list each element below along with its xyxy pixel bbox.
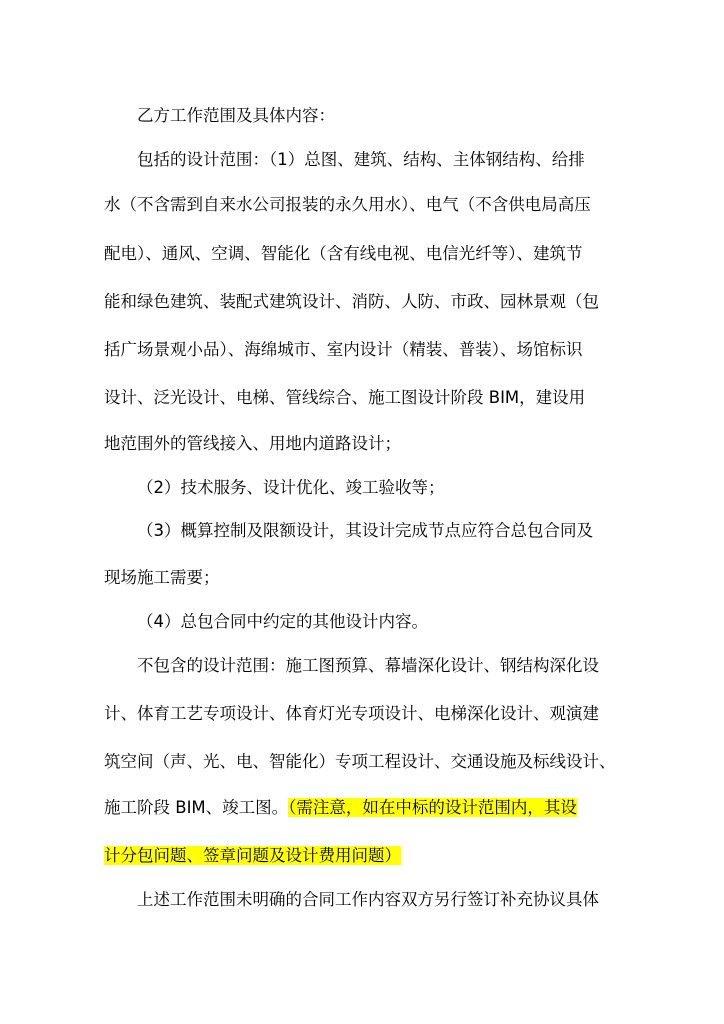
- highlighted-note: 计分包问题、签章问题及设计费用问题）: [104, 846, 401, 865]
- paragraph-line: [104, 845, 401, 867]
- paragraph-line: 筑空间（声、光、电、智能化）专项工程设计、交通设施及标线设计、: [104, 752, 616, 771]
- paragraph-line: 包括的设计范围：（1）总图、建筑、结构、主体钢结构、给排: [137, 150, 585, 169]
- paragraph-line: 设计、泛光设计、电梯、管线综合、施工图设计阶段 BIM，建设用: [104, 388, 586, 407]
- paragraph-line: 计、体育工艺专项设计、体育灯光专项设计、电梯深化设计、观演建: [104, 704, 599, 723]
- highlighted-note: （需注意，如在中标的设计范围内，其设: [288, 798, 577, 817]
- paragraph-line: （3）概算控制及限额设计，其设计完成节点应符合总包合同及: [137, 521, 593, 540]
- paragraph-line: 水（不含需到自来水公司报装的永久用水）、电气（不含供电局高压: [104, 195, 591, 214]
- paragraph-line: （2）技术服务、设计优化、竣工验收等；: [137, 478, 445, 497]
- paragraph-line: （4）总包合同中约定的其他设计内容。: [137, 612, 428, 631]
- paragraph-line: 能和绿色建筑、装配式建筑设计、消防、人防、市政、园林景观（包: [104, 292, 599, 311]
- paragraph-line: 上述工作范围未明确的合同工作内容双方另行签订补充协议具体: [137, 890, 599, 909]
- paragraph-line: 现场施工需要；: [104, 568, 220, 587]
- plain-text: 施工阶段 BIM、竣工图。: [104, 798, 289, 817]
- paragraph-line: 不包含的设计范围：施工图预算、幕墙深化设计、钢结构深化设: [137, 656, 599, 675]
- paragraph-line: 括广场景观小品）、海绵城市、室内设计（精装、普装）、场馆标识: [104, 340, 583, 359]
- section-heading: 乙方工作范围及具体内容：: [137, 106, 335, 125]
- paragraph-line: 配电）、通风、空调、智能化（含有线电视、电信光纤等）、建筑节: [104, 244, 583, 263]
- paragraph-line: 地范围外的管线接入、用地内道路设计；: [104, 434, 401, 453]
- paragraph-line: [104, 797, 577, 819]
